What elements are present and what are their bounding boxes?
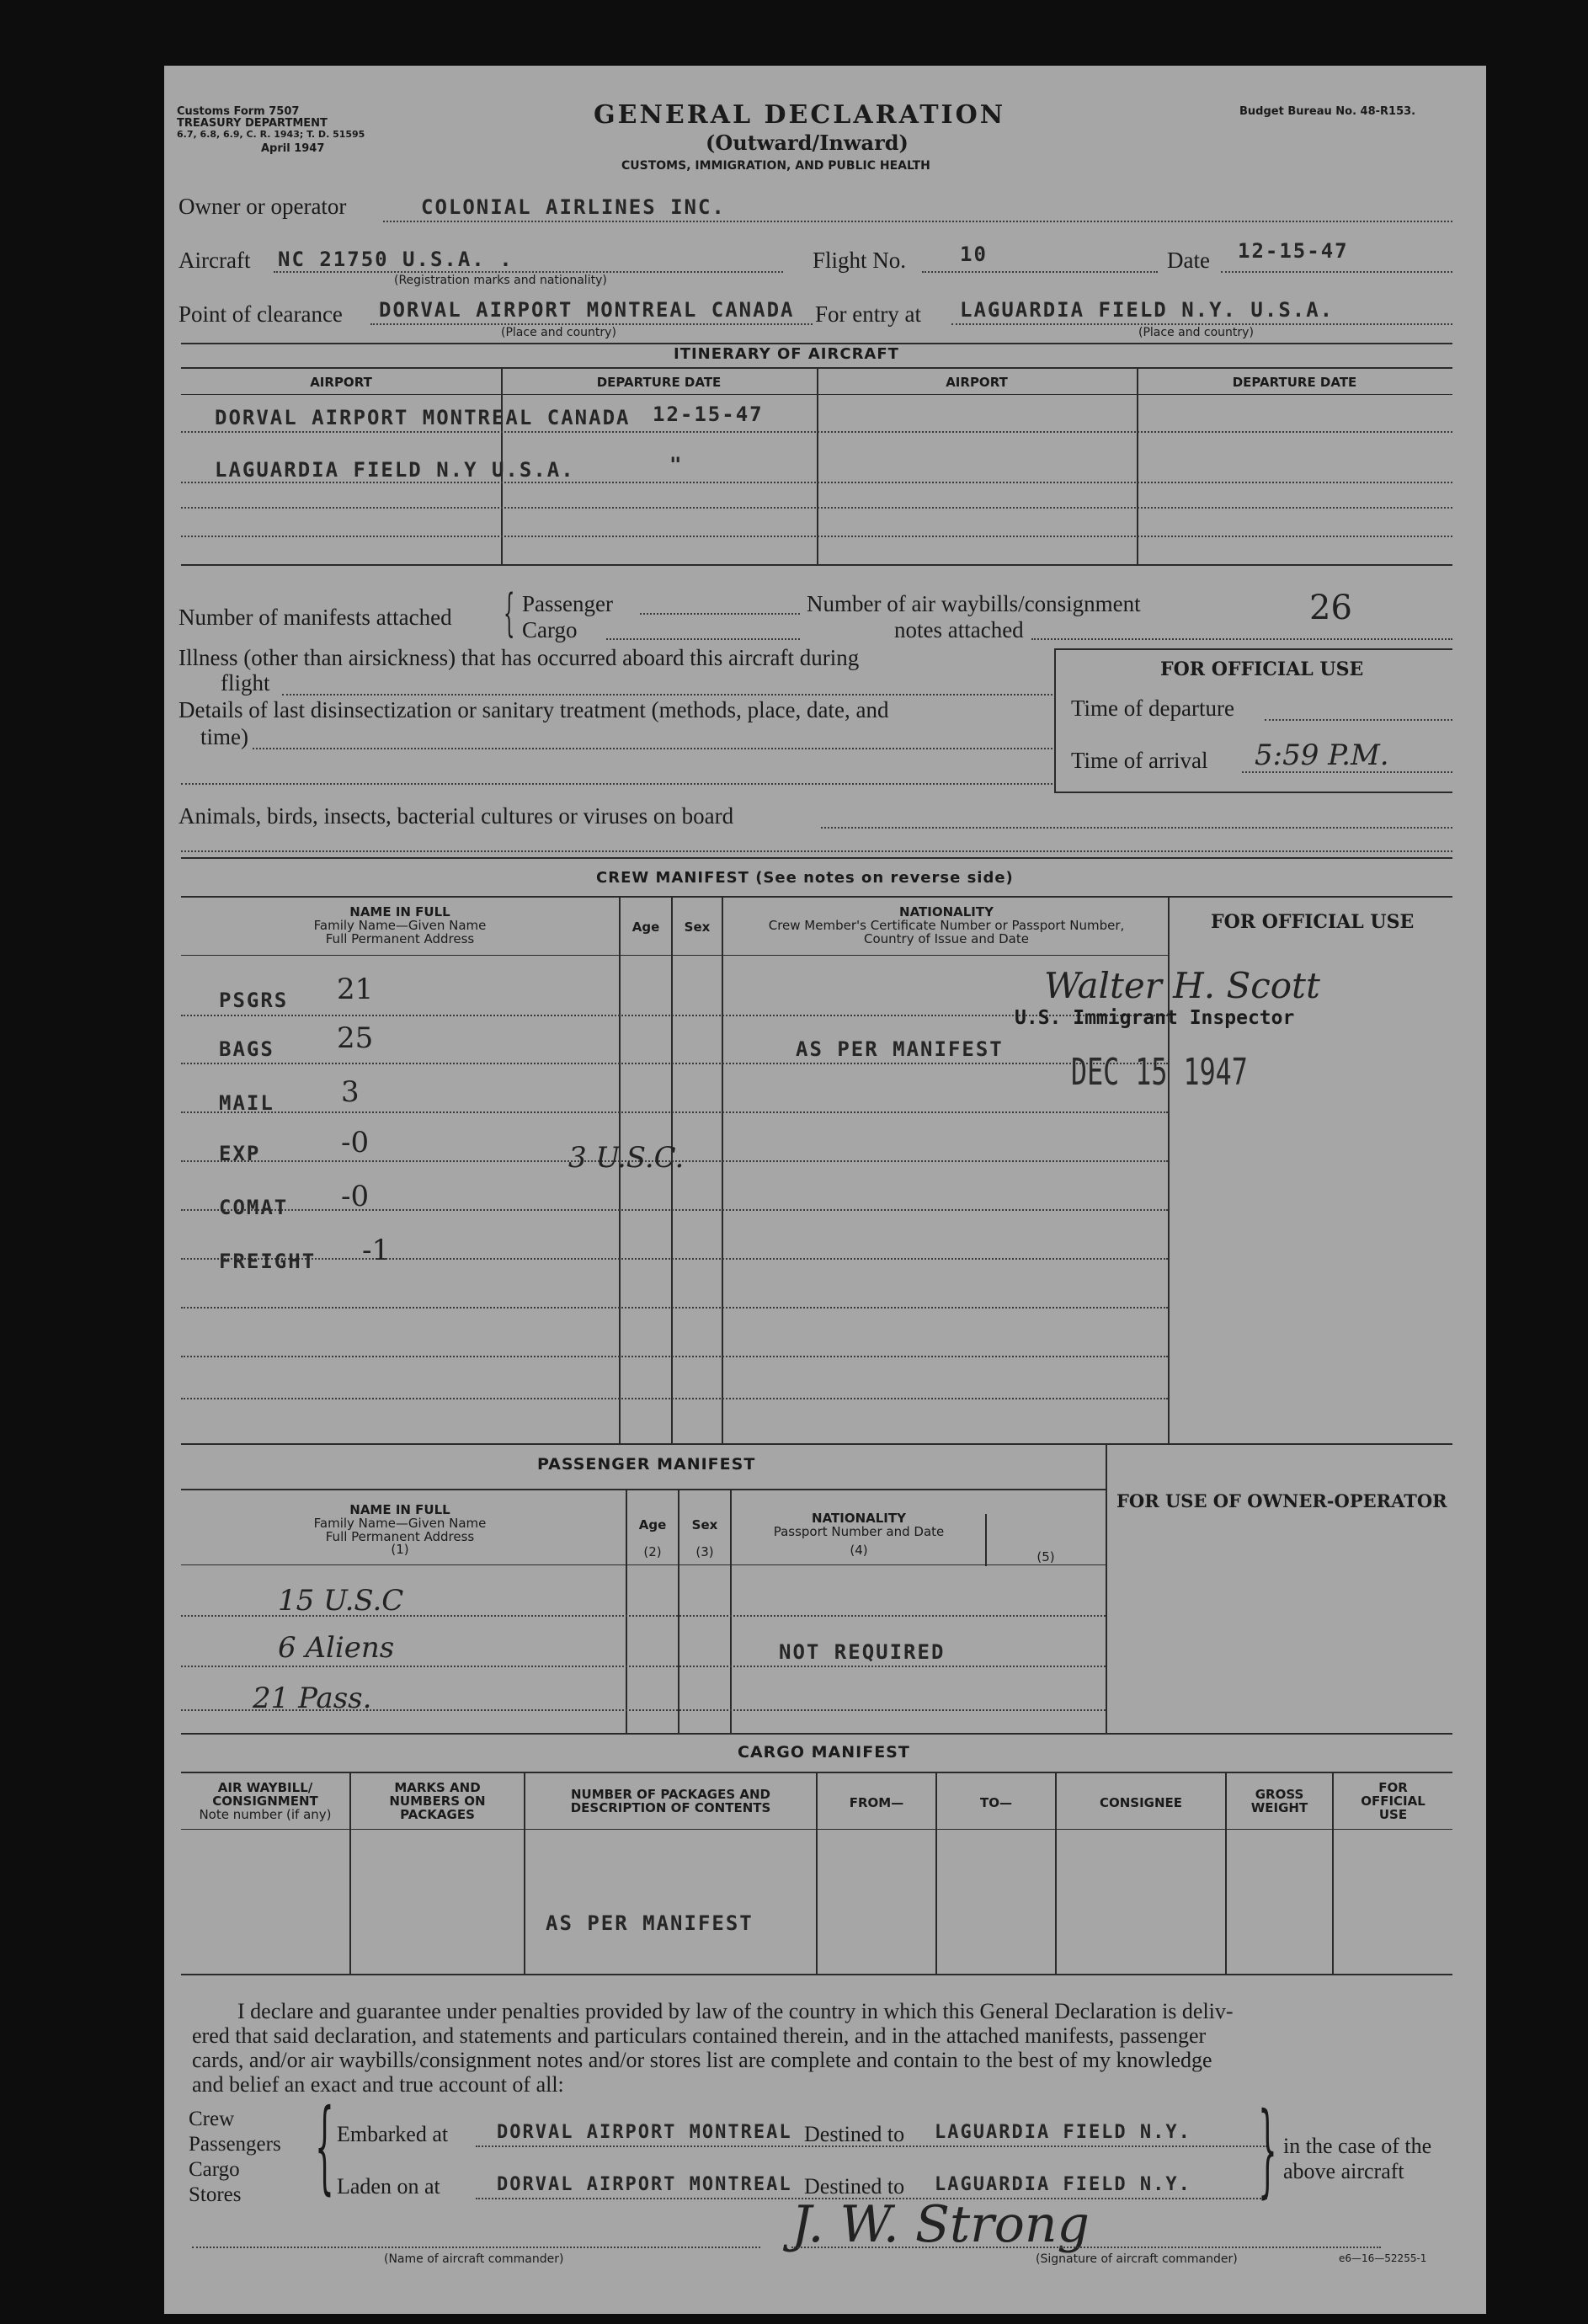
- passenger-top-border: [181, 1443, 1452, 1445]
- cargo-col-weight-line: WEIGHT: [1250, 1799, 1308, 1815]
- passenger-col-name-line: NAME IN FULL: [349, 1502, 450, 1517]
- not-required: NOT REQUIRED: [779, 1640, 946, 1664]
- passenger-col-name-line: Full Permanent Address: [325, 1528, 475, 1544]
- cargo-divider: [1055, 1772, 1057, 1974]
- clearance-caption: (Place and country): [501, 326, 616, 339]
- crew-row-line: [181, 1209, 1168, 1211]
- budget-number: Budget Bureau No. 48-R153.: [1239, 105, 1416, 118]
- embarked-label: Embarked at: [337, 2122, 449, 2146]
- itinerary-title: ITINERARY OF AIRCRAFT: [674, 345, 899, 363]
- animals-line-2: [181, 850, 1452, 852]
- form-date: April 1947: [261, 142, 325, 155]
- embarked-line: [476, 2145, 1267, 2147]
- waybills-label-1: Number of air waybills/consignment: [807, 591, 1141, 616]
- destined-value: LAGUARDIA FIELD N.Y.: [935, 2122, 1191, 2143]
- itinerary-col-airport-1: AIRPORT: [310, 375, 372, 390]
- form-refs: 6.7, 6.8, 6.9, C. R. 1943; T. D. 51595: [177, 129, 365, 140]
- crew-col-nationality: [723, 906, 1170, 946]
- declaration-item: Cargo: [189, 2158, 240, 2181]
- cargo-divider: [1225, 1772, 1227, 1974]
- aircraft-caption: (Registration marks and nationality): [394, 274, 607, 287]
- crew-row-line: [181, 1307, 1168, 1309]
- flight-label: Flight No.: [813, 248, 907, 273]
- official-box-bottom: [1054, 792, 1452, 793]
- form-title: GENERAL DECLARATION: [594, 100, 1006, 130]
- entry-value: LAGUARDIA FIELD N.Y. U.S.A.: [960, 298, 1335, 322]
- passenger-col-name-line: Family Name—Given Name: [313, 1515, 487, 1531]
- cargo-divider: [349, 1772, 351, 1974]
- destined-value: LAGUARDIA FIELD N.Y.: [935, 2174, 1191, 2195]
- commander-signature: J. W. Strong: [791, 2195, 1090, 2254]
- passenger-col-nat-line: (4): [850, 1542, 868, 1558]
- crew-entry-value: 3: [341, 1075, 360, 1109]
- cargo-col-marks-line: PACKAGES: [400, 1806, 475, 1822]
- cargo-col-waybill-line: Note number (if any): [199, 1806, 332, 1822]
- cargo-top-border: [181, 1733, 1452, 1735]
- department: TREASURY DEPARTMENT: [177, 117, 328, 130]
- form-subtitle: (Outward/Inward): [706, 131, 909, 155]
- cargo-col-packages-line: NUMBER OF PACKAGES AND: [571, 1787, 770, 1802]
- date-value: 12-15-47: [1238, 239, 1349, 263]
- form-subtitle-2: CUSTOMS, IMMIGRATION, AND PUBLIC HEALTH: [621, 159, 930, 173]
- disinsect-label: Details of last disinsectization or sanitary treatment (methods, place, date, and: [179, 697, 889, 722]
- date-label: Date: [1167, 248, 1210, 273]
- illness-line: [282, 694, 1052, 696]
- cargo-manifest-line: [606, 638, 800, 640]
- cargo-col-waybill-line: AIR WAYBILL/: [217, 1780, 313, 1795]
- date-line: [1221, 271, 1452, 273]
- entry-line: [951, 323, 1452, 325]
- itinerary-bottom-border: [181, 564, 1452, 566]
- cargo-col-packages-line: DESCRIPTION OF CONTENTS: [570, 1799, 771, 1815]
- cargo-col-marks: [351, 1782, 524, 1821]
- passenger-col-5: (5): [1036, 1549, 1055, 1564]
- commander-name-caption: (Name of aircraft commander): [384, 2252, 564, 2266]
- itinerary-col-date-2: DEPARTURE DATE: [1232, 375, 1357, 390]
- crew-col-nat-line: NATIONALITY: [899, 904, 994, 919]
- cargo-col-waybill-line: CONSIGNMENT: [212, 1793, 318, 1809]
- date-stamp: DEC 15 1947: [1071, 1051, 1248, 1094]
- manifest-cargo: Cargo: [522, 617, 578, 642]
- crew-row-line: [181, 1063, 1168, 1064]
- case-text: in the case of the: [1283, 2134, 1432, 2158]
- aircraft-value: NC 21750 U.S.A. .: [278, 248, 514, 271]
- waybills-value: 26: [1309, 589, 1352, 627]
- crew-row-line: [181, 1356, 1168, 1357]
- itinerary-col-airport-2: AIRPORT: [946, 375, 1008, 390]
- cargo-col-marks-line: NUMBERS ON: [389, 1793, 486, 1809]
- passenger-divider-age: [678, 1489, 679, 1733]
- cargo-col-official-line: USE: [1378, 1806, 1408, 1822]
- cargo-manifest-title: CARGO MANIFEST: [738, 1743, 910, 1762]
- arrival-value: 5:59 P.M.: [1255, 738, 1389, 772]
- cargo-col-to: TO—: [980, 1795, 1012, 1810]
- crew-row-line: [181, 1111, 1168, 1113]
- passenger-hand-line: 6 Aliens: [278, 1631, 395, 1665]
- itinerary-airport-1: DORVAL AIRPORT MONTREAL CANADA: [215, 406, 631, 429]
- cargo-col-official: [1334, 1782, 1452, 1821]
- cargo-bottom-border: [181, 1974, 1452, 1975]
- passenger-subheader-line: [181, 1564, 1107, 1565]
- itinerary-row-line: [181, 507, 1452, 509]
- crew-col-name-line: Family Name—Given Name: [313, 917, 487, 933]
- crew-entry-label: PSGRS: [219, 989, 289, 1012]
- crew-col-name-line: Full Permanent Address: [325, 930, 475, 946]
- cargo-col-packages: [525, 1788, 816, 1815]
- crew-col-name-line: NAME IN FULL: [349, 904, 450, 919]
- inspector-signature: Walter H. Scott: [1044, 965, 1320, 1006]
- itinerary-row-line: [181, 482, 1452, 483]
- owner-value: COLONIAL AIRLINES INC.: [421, 195, 726, 219]
- declaration-line: cards, and/or air waybills/consignment notes and/or stores list are complete and contain to the best of my knowledge: [192, 2048, 1212, 2072]
- crew-nationality-value: AS PER MANIFEST: [796, 1037, 1004, 1061]
- passenger-col-age-line: Age: [638, 1517, 667, 1532]
- crew-col-age: Age: [631, 919, 660, 935]
- commander-name-line: [192, 2247, 760, 2248]
- itinerary-date-2: ": [669, 453, 684, 477]
- cargo-divider: [524, 1772, 525, 1974]
- cargo-col-official-line: OFFICIAL: [1361, 1793, 1425, 1809]
- owner-label: Owner or operator: [179, 194, 347, 219]
- crew-col-nat-line: Country of Issue and Date: [864, 930, 1029, 946]
- clearance-label: Point of clearance: [179, 301, 343, 327]
- laden-value: DORVAL AIRPORT MONTREAL: [497, 2174, 792, 2195]
- cargo-divider: [816, 1772, 818, 1974]
- form-id: Customs Form 7507: [177, 105, 300, 118]
- manifests-brace: {: [504, 584, 515, 642]
- crew-entry-value: -1: [362, 1234, 391, 1267]
- animals-line: [821, 827, 1452, 829]
- print-code: e6—16—52255-1: [1339, 2252, 1427, 2264]
- cargo-col-marks-line: MARKS AND: [394, 1780, 481, 1795]
- official-use-title: FOR OFFICIAL USE: [1160, 658, 1364, 680]
- aircraft-line: [274, 271, 783, 273]
- passenger-hand-line: 21 Pass.: [253, 1682, 372, 1715]
- entry-caption: (Place and country): [1138, 326, 1254, 339]
- crew-entry-label: FREIGHT: [219, 1250, 317, 1273]
- crew-header-border: [181, 896, 1452, 898]
- arrival-line: [1242, 771, 1452, 773]
- declaration-brace-left: {: [315, 2088, 334, 2205]
- declaration-brace-right: }: [1258, 2092, 1277, 2209]
- declaration-line: I declare and guarantee under penalties provided by law of the country in which this General Declaration is deliv-: [237, 1999, 1234, 2023]
- manifests-label: Number of manifests attached: [179, 605, 452, 630]
- passenger-row-line: [181, 1666, 1106, 1667]
- disinsect-line-2: [181, 783, 1052, 785]
- cargo-col-waybill: [181, 1782, 349, 1821]
- aircraft-label: Aircraft: [179, 248, 251, 273]
- owner-line: [383, 221, 1452, 222]
- declaration-line: ered that said declaration, and statements and particulars contained therein, and in the attached manifests, passenger: [192, 2023, 1207, 2048]
- passenger-col-name: [181, 1504, 619, 1557]
- itinerary-row-line: [181, 431, 1452, 433]
- crew-col-name: [181, 906, 619, 946]
- declaration-line: and belief an exact and true account of all:: [192, 2072, 564, 2097]
- inspector-title: U.S. Immigrant Inspector: [1015, 1007, 1295, 1029]
- waybills-label-2: notes attached: [894, 617, 1024, 642]
- flight-value: 10: [960, 243, 988, 266]
- itinerary-top-border: [181, 343, 1452, 344]
- crew-entry-value: 25: [337, 1021, 374, 1055]
- illness-label: Illness (other than airsickness) that has occurred aboard this aircraft during: [179, 645, 860, 670]
- passenger-divider-owner: [1106, 1443, 1107, 1733]
- itinerary-date-1: 12-15-47: [653, 402, 764, 426]
- clearance-line: [370, 323, 813, 325]
- arrival-label: Time of arrival: [1071, 748, 1208, 773]
- itinerary-airport-2: LAGUARDIA FIELD N.Y U.S.A.: [215, 458, 575, 482]
- passenger-col-nationality: [733, 1512, 985, 1557]
- crew-entry-label: BAGS: [219, 1037, 274, 1061]
- animals-label: Animals, birds, insects, bacterial cultures or viruses on board: [179, 803, 734, 829]
- declaration-item: Passengers: [189, 2133, 281, 2156]
- official-box-left: [1054, 648, 1056, 793]
- passenger-hand-line: 15 U.S.C: [278, 1584, 404, 1618]
- commander-sig-caption: (Signature of aircraft commander): [1036, 2252, 1238, 2266]
- crew-entry-label: EXP: [219, 1142, 261, 1165]
- cargo-divider: [935, 1772, 937, 1974]
- cargo-col-consignee: CONSIGNEE: [1099, 1795, 1183, 1810]
- clearance-value: DORVAL AIRPORT MONTREAL CANADA: [379, 298, 795, 322]
- waybills-line: [1031, 638, 1452, 640]
- crew-entry-label: MAIL: [219, 1091, 274, 1115]
- commander-sig-line: [791, 2247, 1381, 2248]
- crew-subheader-line: [181, 955, 1170, 956]
- laden-label: Laden on at: [337, 2174, 440, 2199]
- passenger-divider-nat: [985, 1514, 987, 1566]
- crew-note: 3 U.S.C.: [568, 1141, 685, 1175]
- departure-line: [1265, 719, 1452, 721]
- crew-entry-value: -0: [341, 1180, 370, 1213]
- passenger-manifest-title: PASSENGER MANIFEST: [537, 1455, 756, 1474]
- declaration-item: Crew: [189, 2108, 235, 2130]
- passenger-header-border: [181, 1489, 1107, 1490]
- crew-col-sex: Sex: [684, 919, 711, 935]
- declaration-item: Stores: [189, 2183, 242, 2206]
- passenger-col-sex-line: (3): [695, 1543, 714, 1559]
- passenger-col-sex-line: Sex: [691, 1517, 718, 1532]
- official-box-top: [1054, 648, 1452, 650]
- passenger-divider-name: [626, 1489, 627, 1733]
- cargo-col-official-line: FOR: [1378, 1780, 1408, 1795]
- crew-entry-value: -0: [341, 1126, 370, 1159]
- disinsect-label-2: time): [200, 724, 248, 749]
- crew-manifest-title: CREW MANIFEST (See notes on reverse side): [596, 869, 1014, 887]
- crew-row-line: [181, 1258, 1168, 1260]
- owner-operator-use: FOR USE OF OWNER-OPERATOR: [1116, 1490, 1447, 1511]
- itinerary-col-date-1: DEPARTURE DATE: [596, 375, 722, 390]
- illness-label-2: flight: [221, 670, 270, 696]
- cargo-col-weight: [1227, 1788, 1332, 1815]
- crew-official-use: FOR OFFICIAL USE: [1211, 911, 1415, 933]
- crew-entry-label: COMAT: [219, 1196, 289, 1219]
- crew-divider-sex: [722, 896, 723, 1443]
- cargo-col-from: FROM—: [849, 1795, 904, 1810]
- destined-label: Destined to: [804, 2174, 905, 2199]
- embarked-value: DORVAL AIRPORT MONTREAL: [497, 2122, 792, 2143]
- cargo-value: AS PER MANIFEST: [546, 1911, 754, 1935]
- passenger-manifest-line: [640, 613, 800, 615]
- passenger-col-nat-line: NATIONALITY: [812, 1511, 906, 1526]
- destined-label: Destined to: [804, 2122, 905, 2146]
- crew-col-nat-line: Crew Member's Certificate Number or Passport Number,: [768, 917, 1125, 933]
- itinerary-row-line: [181, 536, 1452, 537]
- cargo-divider: [1332, 1772, 1334, 1974]
- flight-line: [922, 271, 1158, 273]
- crew-entry-value: 21: [337, 973, 374, 1006]
- departure-label: Time of departure: [1071, 696, 1234, 721]
- passenger-col-age-line: (2): [643, 1543, 662, 1559]
- entry-label: For entry at: [815, 301, 921, 327]
- passenger-col-nat-line: Passport Number and Date: [773, 1523, 945, 1539]
- disinsect-line: [253, 748, 1052, 749]
- passenger-divider-sex: [730, 1489, 732, 1733]
- passenger-col-age: [627, 1519, 678, 1559]
- cargo-col-weight-line: GROSS: [1255, 1787, 1304, 1802]
- crew-row-line: [181, 1398, 1168, 1399]
- passenger-col-sex: [679, 1519, 730, 1559]
- manifest-passenger: Passenger: [522, 591, 613, 616]
- case-text: above aircraft: [1283, 2159, 1404, 2183]
- crew-top-border: [181, 857, 1452, 859]
- passenger-col-name-line: (1): [391, 1542, 409, 1558]
